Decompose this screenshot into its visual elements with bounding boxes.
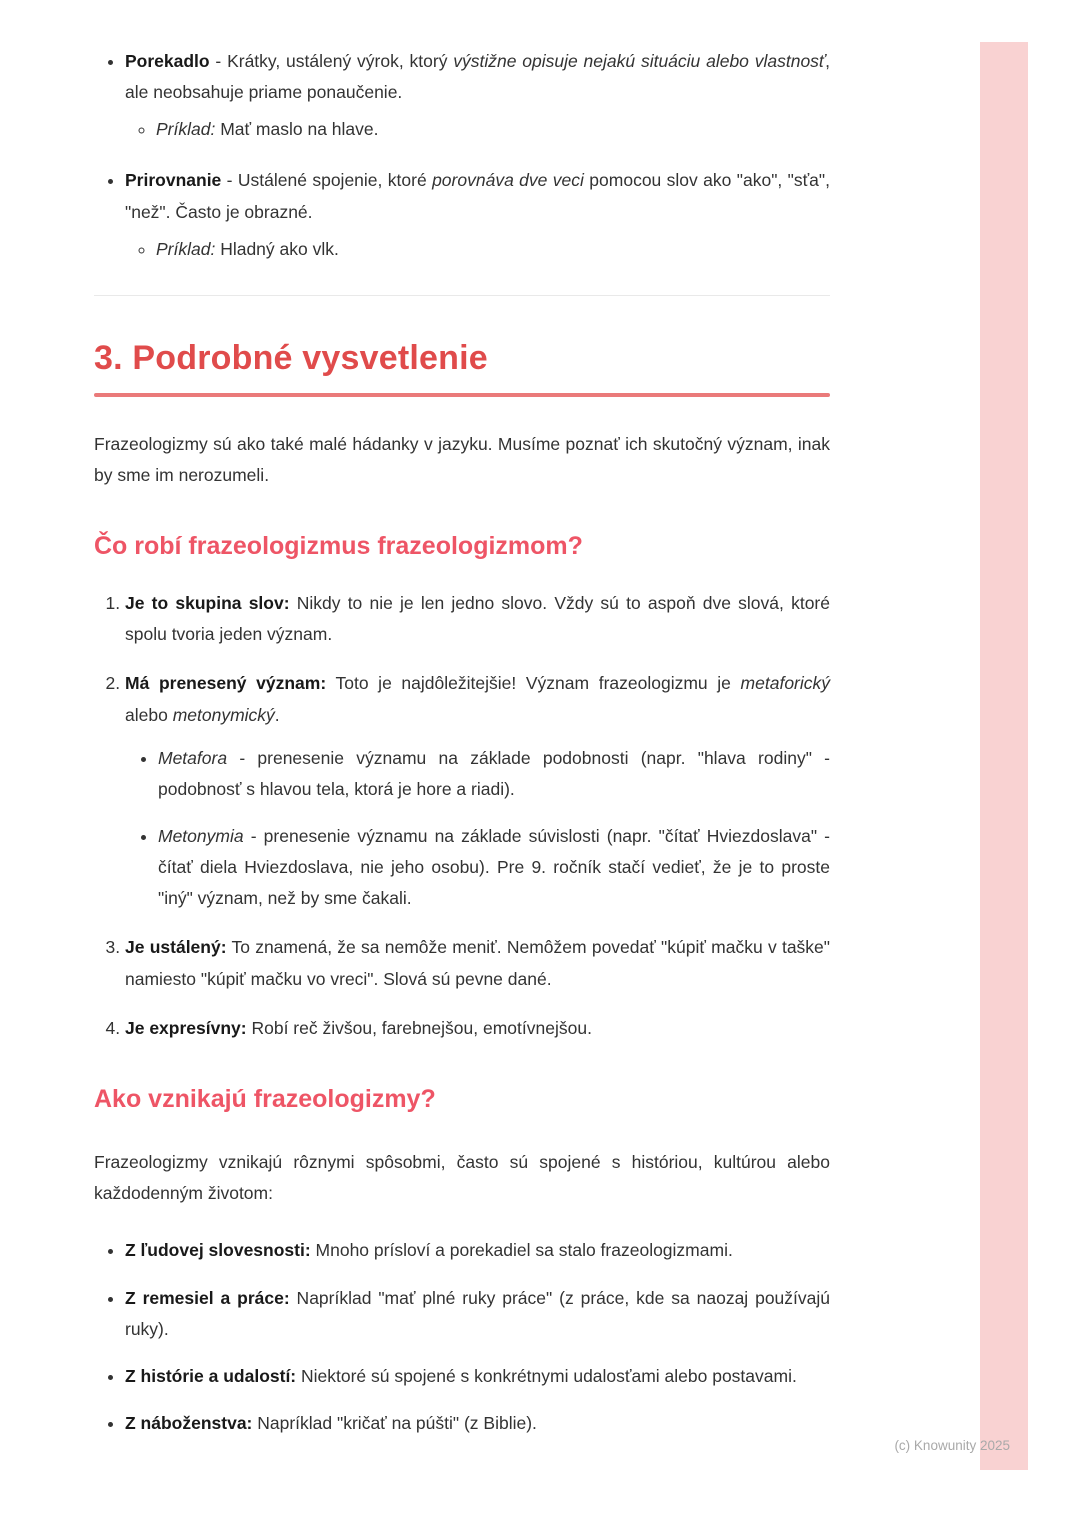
example-item [156,114,830,145]
origin-text: Z ľudovej slovesnosti: Mnoho prísloví a porekadiel sa stalo frazeologizmami. [125,1240,733,1261]
origin-text: Z náboženstva: Napríklad "kričať na púšti" (z Biblie). [125,1412,537,1433]
origins-heading: Ako vznikajú frazeologizmy? [94,1084,436,1113]
list-item [125,1361,830,1392]
list-item [125,932,830,994]
list-item [158,821,830,914]
watermark: (c) Knowunity 2025 [894,1438,1010,1453]
criterion-text: Je ustálený: To znamená, že sa nemôže meniť. Nemôžem povedať "kúpiť mačku v taške" namiesto "kúpiť mačku vo vreci". Slová sú pevne dané. [125,937,831,989]
origins-list [94,1235,830,1439]
subitem-text: Metonymia - prenesenie významu na základe súvislosti (napr. "čítať Hviezdoslava" - čítať diela Hviezdoslava, nie jeho osobu). Pre 9. ročník stačí vedieť, že je to proste "iný" význam, než by sme čakali. [158,826,830,909]
title-underline [94,393,830,397]
criterion-text: Je expresívny: Robí reč živšou, farebnejšou, emotívnejšou. [125,1017,592,1038]
example-text: Príklad: Mať maslo na hlave. [156,119,379,140]
origins-intro: Frazeologizmy vznikajú rôznymi spôsobmi, často sú spojené s históriou, kultúrou alebo každodenným životom: [94,1152,830,1204]
list-item [125,165,830,264]
list-item [125,1283,830,1345]
example-list [125,114,830,145]
criterion-text: Má prenesený význam: Toto je najdôležitejšie! Význam frazeologizmu je metaforický alebo metonymický. [125,673,831,725]
origin-text: Z histórie a udalostí: Niektoré sú spojené s konkrétnymi udalosťami alebo postavami. [125,1365,797,1386]
list-item [125,668,830,914]
example-list [125,234,830,265]
list-item [125,46,830,145]
criteria-heading: Čo robí frazeologizmus frazeologizmom? [94,531,583,560]
list-item [158,743,830,805]
section-title: 3. Podrobné vysvetlenie [94,338,488,377]
definition-text: Porekadlo - Krátky, ustálený výrok, ktorý výstižne opisuje nejakú situáciu alebo vlastnosť, ale neobsahuje priame ponaučenie. [125,51,830,103]
document-content [94,46,830,1455]
definition-text: Prirovnanie - Ustálené spojenie, ktoré porovnáva dve veci pomocou slov ako "ako", "sťa", "než". Často je obrazné. [125,170,830,222]
example-item [156,234,830,265]
list-item [125,1235,830,1266]
criteria-list [94,588,830,1044]
criterion-text: Je to skupina slov: Nikdy to nie je len jedno slovo. Vždy sú to aspoň dve slová, ktoré spolu tvoria jeden význam. [125,593,830,645]
section-divider [94,295,830,296]
definitions-list [94,46,830,265]
list-item [125,1013,830,1044]
criterion-sublist [125,743,830,915]
example-text: Príklad: Hladný ako vlk. [156,238,339,259]
subitem-text: Metafora - prenesenie významu na základe podobnosti (napr. "hlava rodiny" - podobnosť s hlavou tela, ktorá je hore a riadi). [158,747,830,799]
list-item [125,588,830,650]
side-accent-bar [980,42,1028,1470]
section-intro: Frazeologizmy sú ako také malé hádanky v jazyku. Musíme poznať ich skutočný význam, inak by sme im nerozumeli. [94,433,830,485]
list-item [125,1408,830,1439]
origin-text: Z remesiel a práce: Napríklad "mať plné ruky práce" (z práce, kde sa naozaj používajú ruky). [125,1287,830,1339]
